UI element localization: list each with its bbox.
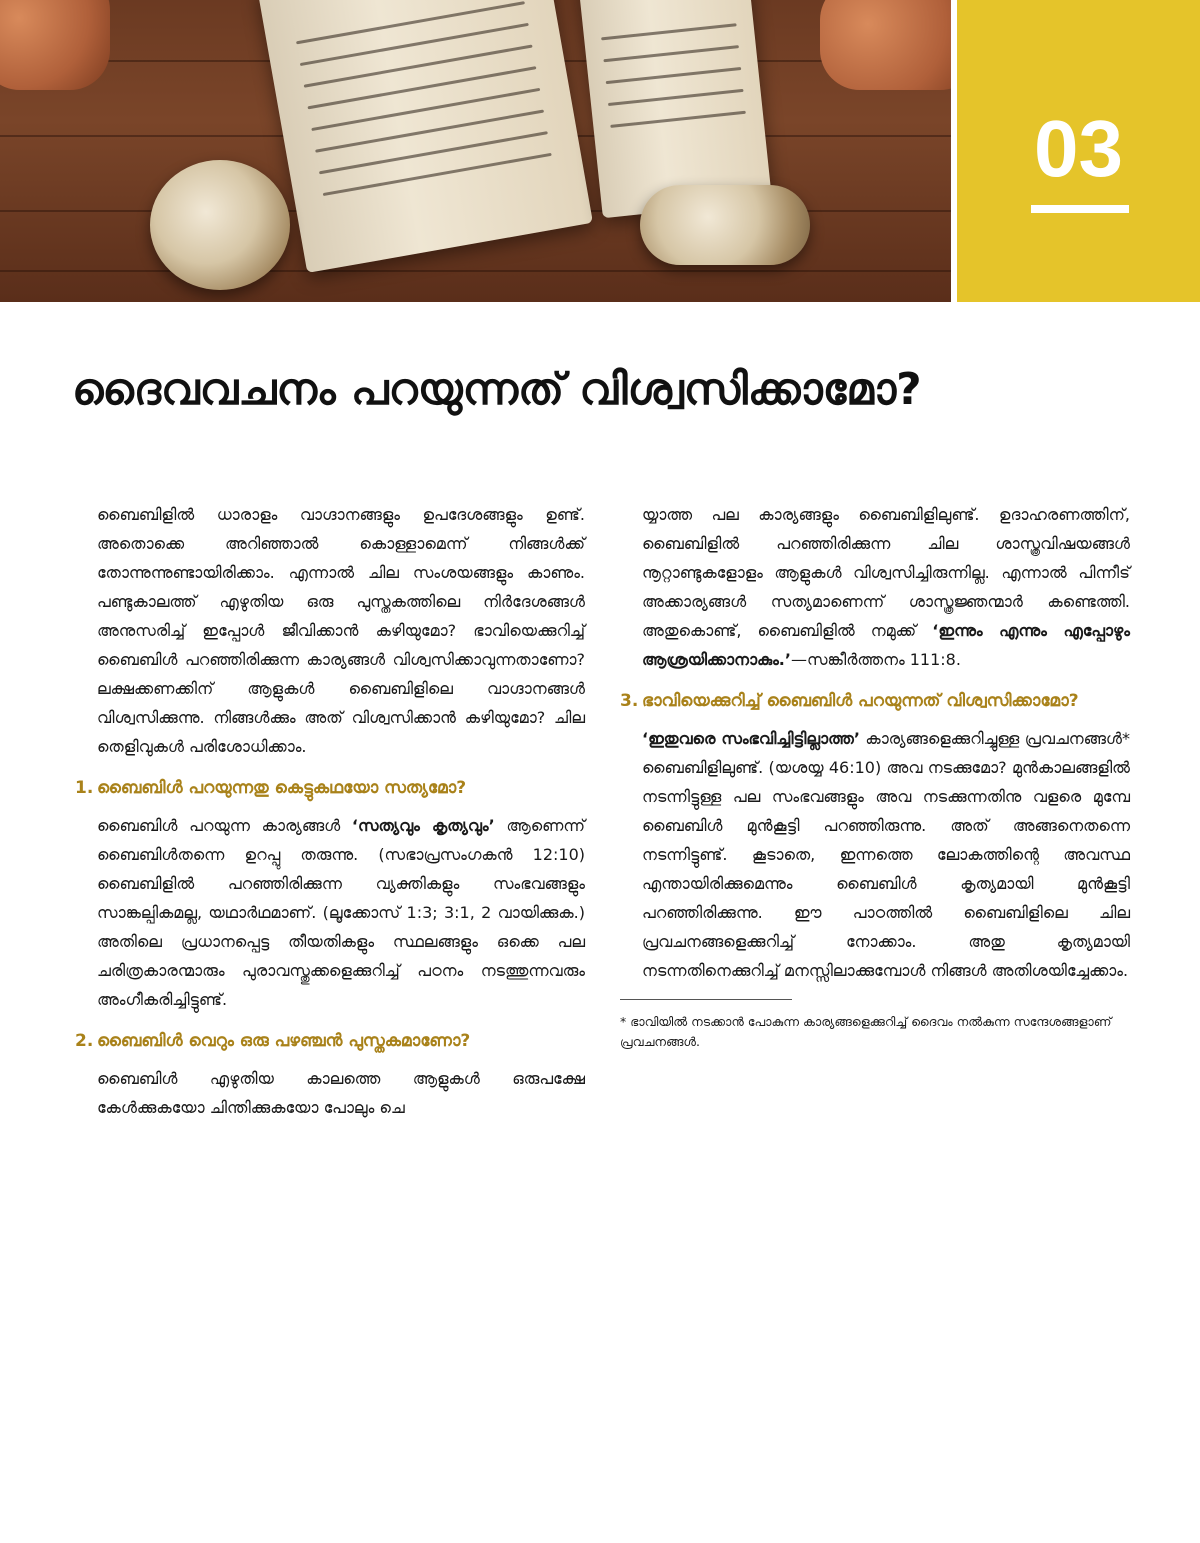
section-2-heading-text: ബൈബിൾ വെറും ഒരു പഴഞ്ചൻ പുസ്തകമാണോ? (97, 1031, 471, 1051)
section-1-text-b: ആണെന്ന് ബൈബിൾതന്നെ ഉറപ്പു തരുന്നു. (സഭാപ്രസംഗകൻ 12:10) ബൈബിളിൽ പറഞ്ഞിരിക്കുന്ന വ്യക്തികളും സംഭവങ്ങളും സാങ്കല്പികമല്ല, യഥാർഥമാണ്. (ലൂക്കോസ് 1:3; 3:1, 2 വായിക്കുക.) അതിലെ പ്രധാനപ്പെട്ട തീയതികളും സ്ഥലങ്ങളും ഒക്കെ പല ചരിത്രകാരന്മാരും പുരാവസ്തുക്കളെക്കുറിച്ച് പഠനം നടത്തുന്നവരും അംഗീകരിച്ചിട്ടുണ്ട്. (97, 816, 585, 1009)
lesson-number-underline (1031, 205, 1129, 213)
section-2-bold-quote: ‘ഇന്നും എന്നും എപ്പോഴും ആശ്രയിക്കാനാകും.’ (642, 621, 1130, 669)
section-3-number: 3. (620, 691, 639, 711)
right-column (620, 500, 1130, 1052)
section-2-number: 2. (75, 1031, 94, 1051)
section-1-paragraph (75, 811, 585, 1014)
hero-scrolls-image (0, 0, 951, 302)
section-2-paragraph-start: ബൈബിൾ എഴുതിയ കാലത്തെ ആളുകൾ ഒരുപക്ഷേ കേൾക്കുകയോ ചിന്തിക്കുകയോ പോലും ചെ (97, 1069, 585, 1117)
section-1-heading (75, 775, 585, 801)
section-3-text: കാര്യങ്ങളെക്കുറിച്ചുള്ള പ്രവചനങ്ങൾ* ബൈബിളിലുണ്ട്. (യശയ്യ 46:10) അവ നടക്കുമോ? മുൻകാലങ്ങളിൽ നടന്നിട്ടുള്ള പല സംഭവങ്ങളും അവ നടക്കുന്നതിനു വളരെ മുമ്പേ ബൈബിൾ മുൻകൂട്ടി പറഞ്ഞിരുന്നു. അത് അങ്ങനെതന്നെ നടന്നിട്ടുണ്ട്. കൂടാതെ, ഇന്നത്തെ ലോകത്തിന്റെ അവസ്ഥ എന്തായിരിക്കുമെന്നും ബൈബിൾ കൃത്യമായി മുൻകൂട്ടി പറഞ്ഞിരിക്കുന്നു. ഈ പാഠത്തിൽ ബൈബിളിലെ ചില പ്രവചനങ്ങളെക്കുറിച്ച് നോക്കാം. അതു കൃത്യമായി നടന്നതിനെക്കുറിച്ച് മനസ്സിലാക്കുമ്പോൾ നിങ്ങൾ അതിശയിച്ചേക്കാം. (642, 729, 1130, 980)
section-2-text-b: —സങ്കീർത്തനം 111:8. (790, 650, 961, 669)
section-3-heading-text: ഭാവിയെക്കുറിച്ച് ബൈബിൾ പറയുന്നത് വിശ്വസിക്കാമോ? (642, 691, 1079, 711)
section-3-paragraph (620, 724, 1130, 985)
section-3-bold-quote: ‘ഇതുവരെ സംഭവിച്ചിട്ടില്ലാത്ത’ (642, 729, 860, 748)
lesson-number-badge (957, 0, 1200, 302)
left-column (75, 500, 585, 1136)
section-2-heading (75, 1028, 585, 1054)
section-2-text-a: യ്യാത്ത പല കാര്യങ്ങളും ബൈബിളിലുണ്ട്. ഉദാഹരണത്തിന്, ബൈബിളിൽ പറഞ്ഞിരിക്കുന്ന ചില ശാസ്ത്രവിഷയങ്ങൾ നൂറ്റാണ്ടുകളോളം ആളുകൾ വിശ്വസിച്ചിരുന്നില്ല. എന്നാൽ പിന്നീട് അക്കാര്യങ്ങൾ സത്യമാണെന്ന് ശാസ്ത്രജ്ഞന്മാർ കണ്ടെത്തി. അതുകൊണ്ട്, ബൈബിളിൽ നമുക്ക് (642, 505, 1130, 640)
intro-paragraph: ബൈബിളിൽ ധാരാളം വാഗ്ദാനങ്ങളും ഉപദേശങ്ങളും ഉണ്ട്. അതൊക്കെ അറിഞ്ഞാൽ കൊള്ളാമെന്ന് നിങ്ങൾക്ക് തോന്നുന്നുണ്ടായിരിക്കാം. എന്നാൽ ചില സംശയങ്ങളും കാണും. പണ്ടുകാലത്ത് എഴുതിയ ഒരു പുസ്തകത്തിലെ നിർദേശങ്ങൾ അനുസരിച്ച് ഇപ്പോൾ ജീവിക്കാൻ കഴിയുമോ? ഭാവിയെക്കുറിച്ച് ബൈബിൾ പറഞ്ഞിരിക്കുന്ന കാര്യങ്ങൾ വിശ്വസിക്കാവുന്നതാണോ? ലക്ഷക്കണക്കിന് ആളുകൾ ബൈബിളിലെ വാഗ്ദാനങ്ങൾ വിശ്വസിക്കുന്നു. നിങ്ങൾക്കും അത് വിശ്വസിക്കാൻ കഴിയുമോ? ചില തെളിവുകൾ പരിശോധിക്കാം. (97, 505, 585, 756)
section-1-heading-text: ബൈബിൾ പറയുന്നതു കെട്ടുകഥയോ സത്യമോ? (97, 778, 467, 798)
footnote: * ഭാവിയിൽ നടക്കാൻ പോകുന്ന കാര്യങ്ങളെക്കുറിച്ച് ദൈവം നൽകുന്ന സന്ദേശങ്ങളാണ് പ്രവചനങ്ങൾ. (620, 1014, 1112, 1049)
lesson-number: 03 (1034, 104, 1123, 193)
footnote-divider (620, 999, 792, 1000)
section-1-text-a: ബൈബിൾ പറയുന്ന കാര്യങ്ങൾ (97, 816, 352, 835)
section-1-bold-quote: ‘സത്യവും കൃത്യവും’ (351, 816, 495, 835)
section-1-number: 1. (75, 778, 94, 798)
page-title: ദൈവവചനം പറയുന്നത് വിശ്വസിക്കാമോ? (72, 364, 922, 415)
section-3-heading (620, 688, 1130, 714)
section-2-paragraph-continued (620, 500, 1130, 674)
